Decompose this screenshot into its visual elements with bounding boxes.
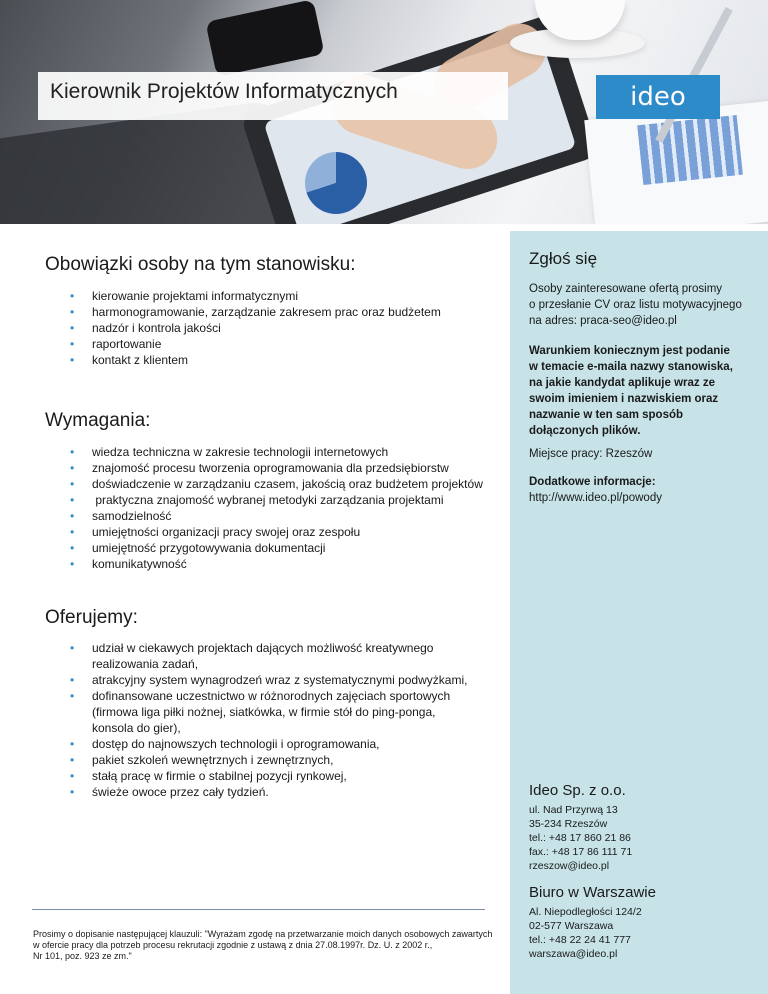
list-item: • świeże owoce przez cały tydzień. xyxy=(70,784,467,800)
list-item: • umiejętności organizacji pracy swojej oraz zespołu xyxy=(70,524,483,540)
list-item: • dofinansowane uczestnictwo w różnorodnych zajęciach sportowych (firmowa liga piłki nożnej, siatkówka, w firmie stół do ping-ponga, konsola do gier), xyxy=(70,688,467,736)
list-item: • komunikatywność xyxy=(70,556,483,572)
list-item: • stałą pracę w firmie o stabilnej pozycji rynkowej, xyxy=(70,768,467,784)
hero-pie-chart-shape xyxy=(305,152,367,214)
list-item: • nadzór i kontrola jakości xyxy=(70,320,441,336)
list-item: • samodzielność xyxy=(70,508,483,524)
company-name: Ideo Sp. z o.o. xyxy=(529,782,626,799)
list-item: • udział w ciekawych projektach dających możliwość kreatywnego realizowania zadań, xyxy=(70,640,467,672)
duties-list xyxy=(70,288,441,368)
list-item: • wiedza techniczna w zakresie technologii internetowych xyxy=(70,444,483,460)
apply-sidebar xyxy=(510,231,768,994)
hero-phone-shape xyxy=(205,0,324,77)
list-item: • znajomość procesu tworzenia oprogramowania dla przedsiębiorstw xyxy=(70,460,483,476)
offer-heading: Oferujemy: xyxy=(45,607,138,628)
offer-list xyxy=(70,640,467,800)
list-item: • praktyczna znajomość wybranej metodyki zarządzania projektami xyxy=(70,492,483,508)
list-item: • pakiet szkoleń wewnętrznych i zewnętrznych, xyxy=(70,752,467,768)
list-item: • doświadczenie w zarządzaniu czasem, jakością oraz budżetem projektów xyxy=(70,476,483,492)
company-logo xyxy=(596,75,720,119)
footer-divider xyxy=(32,909,485,910)
list-item: • kontakt z klientem xyxy=(70,352,441,368)
footer-clause: Prosimy o dopisanie następującej klauzuli: "Wyrażam zgodę na przetwarzanie moich danych osobowych zawartych w ofercie pracy dla potrzeb procesu rekrutacji zgodnie z ustawą z dnia 27.08.1997r. Dz. U. z 2002 r., Nr 101, poz. 923 ze zm." xyxy=(33,929,493,961)
apply-intro: Osoby zainteresowane ofertą prosimy o przesłanie CV oraz listu motywacyjnego na adres: praca-seo@ideo.pl xyxy=(529,283,742,327)
title-bar xyxy=(38,72,508,120)
duties-heading: Obowiązki osoby na tym stanowisku: xyxy=(45,254,356,275)
requirements-list xyxy=(70,444,483,572)
list-item: • raportowanie xyxy=(70,336,441,352)
apply-condition: Warunkiem koniecznym jest podanie w temacie e-maila nazwy stanowiska, na jakie kandydat aplikuje wraz ze swoim imieniem i nazwiskiem oraz nazwanie w ten sam sposób dołączonych plików. xyxy=(529,345,733,437)
list-item: • atrakcyjny system wynagrodzeń wraz z systematycznymi podwyżkami, xyxy=(70,672,467,688)
page-title: Kierownik Projektów Informatycznych xyxy=(50,80,398,103)
more-info-label: Dodatkowe informacje: xyxy=(529,476,656,488)
work-location: Miejsce pracy: Rzeszów xyxy=(529,448,653,460)
logo-text: ideo xyxy=(630,82,686,112)
more-info-link[interactable]: http://www.ideo.pl/powody xyxy=(529,492,662,504)
warsaw-office-name: Biuro w Warszawie xyxy=(529,884,656,901)
hero-document-grid xyxy=(637,115,743,185)
list-item: • umiejętność przygotowywania dokumentacji xyxy=(70,540,483,556)
list-item: • harmonogramowanie, zarządzanie zakresem prac oraz budżetem xyxy=(70,304,441,320)
list-item: • kierowanie projektami informatycznymi xyxy=(70,288,441,304)
requirements-heading: Wymagania: xyxy=(45,410,151,431)
list-item: • dostęp do najnowszych technologii i oprogramowania, xyxy=(70,736,467,752)
apply-heading: Zgłoś się xyxy=(529,249,598,268)
company-address: ul. Nad Przyrwą 13 35-234 Rzeszów tel.: +48 17 860 21 86 fax.: +48 17 86 111 71 rzeszow@ideo.pl xyxy=(529,804,633,872)
warsaw-office-address: Al. Niepodległości 124/2 02-577 Warszawa tel.: +48 22 24 41 777 warszawa@ideo.pl xyxy=(529,906,642,960)
